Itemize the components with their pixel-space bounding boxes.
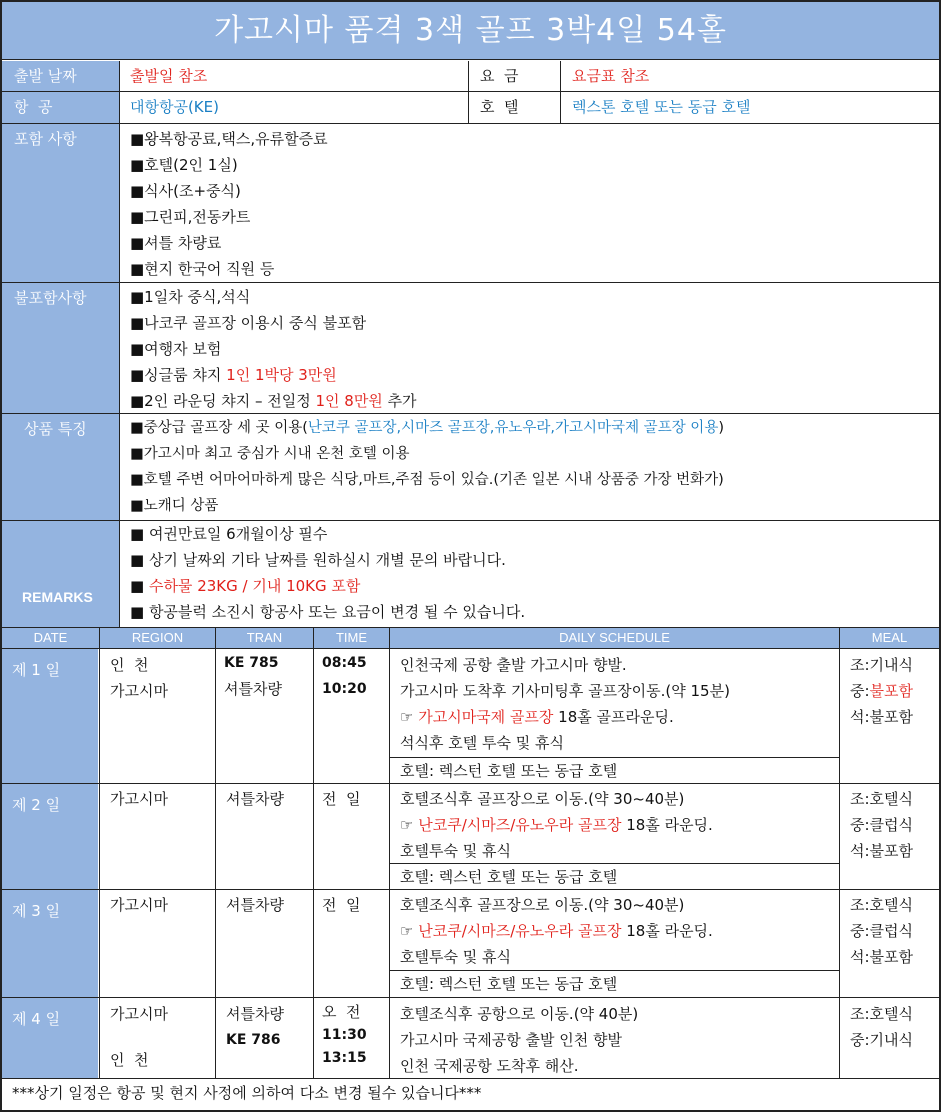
day1-label: 제 1 일 — [2, 649, 98, 783]
day2-region: 가고시마 — [110, 790, 168, 808]
day4-meal: 조:호텔식 중:기내식 — [850, 1005, 914, 1049]
included-item: ■왕복항공료,택스,유류할증료 — [130, 130, 328, 148]
day4-tran: 셔틀차량 KE 786 — [226, 1005, 284, 1048]
day4-schedule: 호텔조식후 공항으로 이동.(약 40분) 가고시마 국제공항 출발 인천 향발 인천 국제공항 도착후 해산. — [400, 1005, 639, 1075]
included-item: ■호텔(2인 1실) — [130, 156, 238, 174]
day3-schedule: 호텔조식후 골프장으로 이동.(약 30~40분) ☞ 난코쿠/시마즈/유노우라 골프장 18홀 라운딩. 호텔투숙 및 휴식 — [400, 896, 713, 966]
day3-tran: 셔틀차량 — [226, 896, 284, 914]
day1-region: 인 천 가고시마 — [110, 656, 168, 700]
price-label: 요 금 — [480, 67, 519, 85]
day3-meal: 조:호텔식 중:클럽식 석:불포함 — [850, 896, 914, 966]
hotel-label: 호 텔 — [480, 98, 519, 116]
day3-label: 제 3 일 — [2, 890, 98, 997]
included-item: ■식사(조+중식) — [130, 182, 241, 200]
day4-time: 오 전 11:30 13:15 — [322, 1003, 367, 1066]
remarks-item: ■ 상기 날짜외 기타 날짜를 원하실시 개별 문의 바랍니다. — [130, 551, 506, 569]
day2-meal: 조:호텔식 중:클럽식 석:불포함 — [850, 790, 914, 860]
header-region: REGION — [100, 628, 215, 648]
hotel-value: 렉스톤 호텔 또는 동급 호텔 — [572, 98, 751, 116]
features-item: ■중상급 골프장 세 곳 이용(난코쿠 골프장,시마즈 골프장,유노우라,가고시마국제 골프장 이용) — [130, 420, 724, 436]
footer-note: ***상기 일정은 항공 및 현지 사정에 의하여 다소 변경 될수 있습니다*** — [12, 1084, 482, 1102]
excluded-item: ■여행자 보험 — [130, 340, 222, 358]
excluded-item: ■싱글룸 챠지 1인 1박당 3만원 — [130, 366, 337, 384]
remarks-item: ■ 항공블럭 소진시 항공사 또는 요금이 변경 될 수 있습니다. — [130, 603, 526, 621]
day4-region: 가고시마 인 천 — [110, 1005, 168, 1069]
day2-tran: 셔틀차량 — [226, 790, 284, 808]
day2-time: 전 일 — [322, 790, 361, 808]
remarks-item: ■ 수하물 23KG / 기내 10KG 포함 — [130, 577, 361, 595]
excluded-label: 불포함사항 — [2, 283, 120, 413]
included-item: ■그린피,전동카트 — [130, 208, 251, 226]
day1-meal: 조:기내식 중:불포함 석:불포함 — [850, 656, 914, 726]
excluded-item: ■나코쿠 골프장 이용시 중식 불포함 — [130, 314, 367, 332]
day2-label: 제 2 일 — [2, 784, 98, 889]
day1-time: 08:45 10:20 — [322, 655, 367, 697]
depart-label: 출발 날짜 — [2, 61, 120, 91]
day1-schedule: 인천국제 공항 출발 가고시마 향발. 가고시마 도착후 기사미팅후 골프장이동.(약 15분) ☞ 가고시마국제 골프장 18홀 골프라운딩. 석식후 호텔 투숙 및 휴식 — [400, 656, 730, 752]
depart-value: 출발일 참조 — [130, 67, 208, 85]
included-list — [130, 126, 328, 282]
price-value: 요금표 참조 — [572, 67, 650, 85]
included-item: ■셔틀 차량료 — [130, 234, 222, 252]
header-date: DATE — [2, 628, 99, 648]
features-label: 상품 특징 — [2, 414, 120, 520]
day3-hotel: 호텔: 렉스턴 호텔 또는 동급 호텔 — [400, 975, 618, 993]
remarks-list — [130, 521, 525, 625]
excluded-item: ■2인 라운딩 챠지 – 전일정 1인 8만원 추가 — [130, 392, 417, 410]
header-daily: DAILY SCHEDULE — [390, 628, 839, 648]
header-meal: MEAL — [840, 628, 939, 648]
excluded-item: ■1일차 중식,석식 — [130, 288, 251, 306]
day3-region: 가고시마 — [110, 896, 168, 914]
features-list — [130, 415, 724, 519]
page-title: 가고시마 품격 3색 골프 3박4일 54홀 — [2, 2, 939, 60]
day3-time: 전 일 — [322, 896, 361, 914]
header-tran: TRAN — [216, 628, 313, 648]
day1-hotel: 호텔: 렉스턴 호텔 또는 동급 호텔 — [400, 762, 618, 780]
features-item: ■가고시마 최고 중심가 시내 온천 호텔 이용 — [130, 446, 410, 462]
features-item: ■노캐디 상품 — [130, 498, 219, 514]
remarks-item: ■ 여권만료일 6개월이상 필수 — [130, 525, 328, 543]
excluded-list — [130, 284, 417, 414]
airline-value: 대항항공(KE) — [130, 98, 219, 116]
day4-label: 제 4 일 — [2, 998, 98, 1078]
day2-hotel: 호텔: 렉스턴 호텔 또는 동급 호텔 — [400, 868, 618, 886]
features-item: ■호텔 주변 어마어마하게 많은 식당,마트,주점 등이 있습.(기존 일본 시내 상품중 가장 번화가) — [130, 472, 724, 488]
day1-tran: KE 785 셔틀차량 — [224, 655, 282, 698]
included-item: ■현지 한국어 직원 등 — [130, 260, 275, 278]
header-time: TIME — [314, 628, 389, 648]
airline-label: 항 공 — [2, 92, 120, 123]
remarks-label: REMARKS — [2, 521, 120, 627]
day2-schedule: 호텔조식후 골프장으로 이동.(약 30~40분) ☞ 난코쿠/시마즈/유노우라 골프장 18홀 라운딩. 호텔투숙 및 휴식 — [400, 790, 713, 860]
included-label: 포함 사항 — [2, 124, 120, 282]
